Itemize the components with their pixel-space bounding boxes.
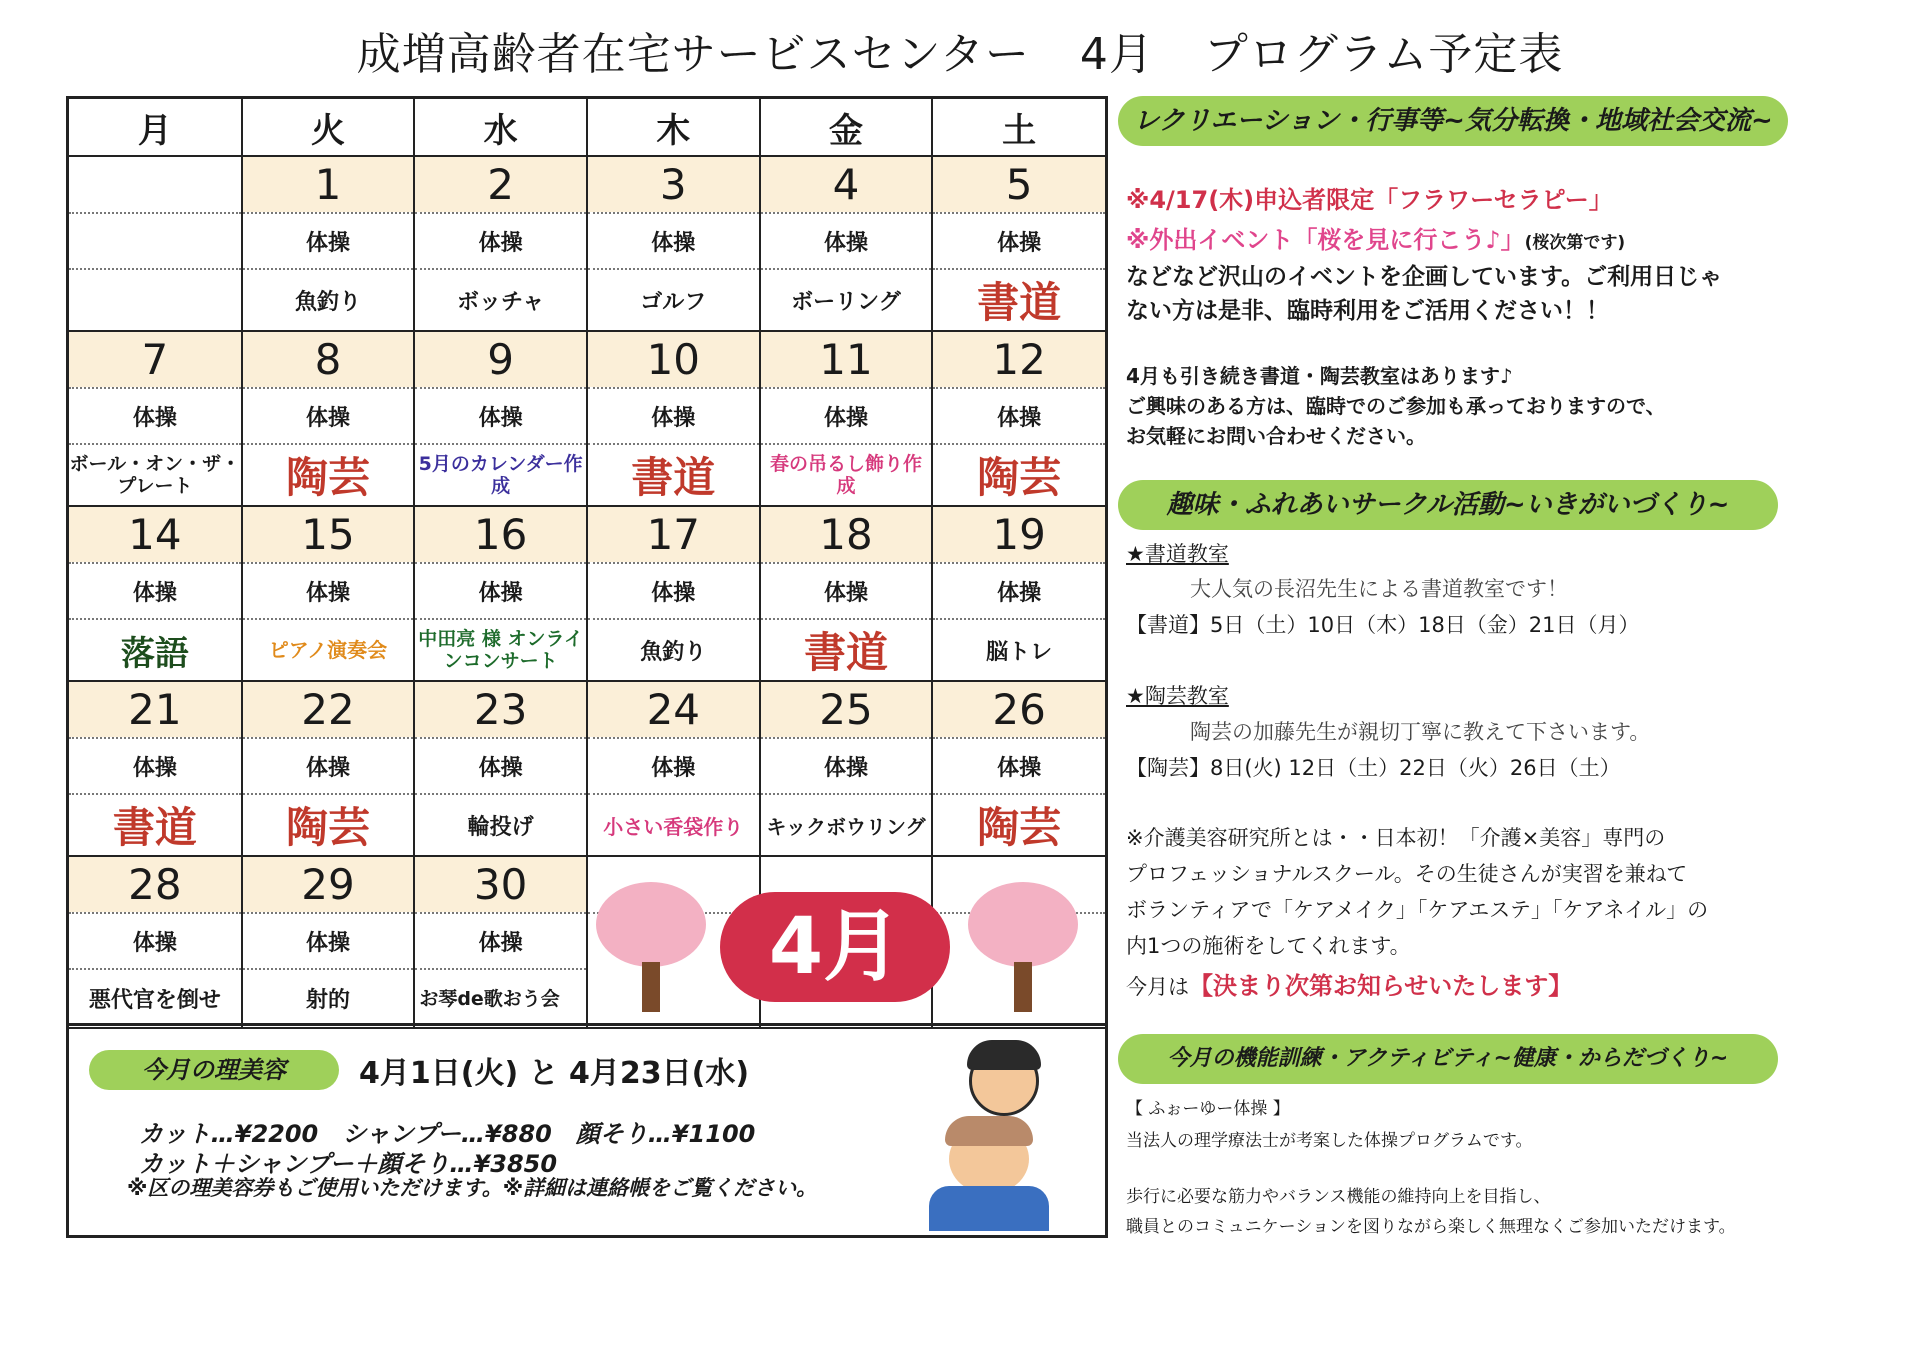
barber-note: ※区の理美容券もご使用いただけます。※詳細は連絡帳をご覧ください。 (127, 1176, 818, 1200)
activity-cell: 陶芸 (932, 444, 1105, 506)
weekday-header (69, 99, 1105, 156)
activity-cell: 書道 (69, 794, 242, 856)
day-number: 12 (932, 331, 1105, 388)
activity-cell: キックボウリング (760, 794, 933, 856)
activity-cell: ゴルフ (587, 269, 760, 331)
day-number: 28 (69, 856, 242, 913)
week-activity-row (69, 269, 1105, 331)
activity-cell: 春の吊るし飾り作成 (760, 444, 933, 506)
kaigo-line: ※介護美容研究所とは・・日本初！「介護×美容」専門の (1126, 826, 1666, 850)
activity-cell: 陶芸 (932, 794, 1105, 856)
activity-cell: ボッチャ (414, 269, 587, 331)
class-dates: 【陶芸】8日(火) 12日（土）22日（火）26日（土） (1126, 756, 1621, 780)
day-number (69, 156, 242, 213)
activity-cell: 体操 (587, 388, 760, 444)
event-line: ない方は是非、臨時利用をご活用ください！！ (1126, 298, 1609, 324)
activity-cell: 小さい香袋作り (587, 794, 760, 856)
day-number: 30 (414, 856, 587, 913)
center-name: 成増高齢者在宅サービスセンター (356, 29, 1030, 80)
class-heading: ★陶芸教室 (1126, 684, 1229, 708)
week-days-row (69, 681, 1105, 738)
week-activity-row (69, 794, 1105, 856)
activity-cell: 体操 (932, 738, 1105, 794)
activity-cell: 悪代官を倒せ (69, 969, 242, 1028)
activity-cell: 体操 (414, 213, 587, 269)
day-number: 7 (69, 331, 242, 388)
kaigo-line: 内1つの施術をしてくれます。 (1126, 934, 1411, 958)
info-line: 4月も引き続き書道・陶芸教室はあります♪ (1126, 364, 1513, 388)
day-number: 3 (587, 156, 760, 213)
day-number: 15 (242, 506, 415, 563)
activity-cell: 書道 (932, 269, 1105, 331)
day-number: 24 (587, 681, 760, 738)
activity-cell: 書道 (760, 619, 933, 681)
barber-section (66, 1026, 1108, 1238)
kaigo-line: ボランティアで「ケアメイク」「ケアエステ」「ケアネイル」の (1126, 898, 1709, 922)
day-number: 18 (760, 506, 933, 563)
section-title-training: 今月の機能訓練・アクティビティ~健康・からだづくり~ (1118, 1034, 1778, 1084)
week-days-row (69, 506, 1105, 563)
activity-cell: 体操 (587, 738, 760, 794)
activity-cell: 体操 (760, 563, 933, 619)
training-line: 歩行に必要な筋力やバランス機能の維持向上を目指し、 (1126, 1187, 1551, 1207)
activity-cell: 体操 (414, 388, 587, 444)
activity-cell: 魚釣り (242, 269, 415, 331)
activity-cell: 体操 (242, 213, 415, 269)
day-number: 1 (242, 156, 415, 213)
barber-icon (909, 1036, 1089, 1231)
activity-cell: 陶芸 (242, 794, 415, 856)
activity-cell: 射的 (242, 969, 415, 1028)
activity-cell: ボール・オン・ザ・プレート (69, 444, 242, 506)
april-illustration (590, 874, 1076, 1022)
title-program: プログラム予定表 (1203, 29, 1564, 80)
activity-cell (69, 213, 242, 269)
activity-cell: 体操 (242, 563, 415, 619)
activity-cell: 体操 (242, 738, 415, 794)
activity-cell (69, 269, 242, 331)
barber-title: 今月の理美容 (89, 1050, 339, 1090)
class-desc: 陶芸の加藤先生が親切丁寧に教えて下さいます。 (1190, 720, 1651, 744)
weekday-fri: 金 (760, 99, 933, 156)
weekday-tue: 火 (242, 99, 415, 156)
activity-cell: 体操 (760, 738, 933, 794)
kaigo-line: 今月は【決まり次第お知らせいたします】 (1126, 972, 1573, 1000)
info-panel (1110, 0, 1920, 1355)
week-activity-row (69, 738, 1105, 794)
activity-cell: 体操 (69, 563, 242, 619)
activity-cell: 体操 (760, 388, 933, 444)
kaigo-line: プロフェッショナルスクール。その生徒さんが実習を兼ねて (1126, 862, 1688, 886)
activity-cell: 体操 (69, 913, 242, 969)
activity-cell: 体操 (242, 388, 415, 444)
cherry-tree-icon (968, 882, 1078, 1012)
class-heading: ★書道教室 (1126, 542, 1229, 566)
day-number: 14 (69, 506, 242, 563)
day-number: 9 (414, 331, 587, 388)
day-number: 11 (760, 331, 933, 388)
weekday-sat: 土 (932, 99, 1105, 156)
activity-cell: 落語 (69, 619, 242, 681)
day-number: 8 (242, 331, 415, 388)
cherry-tree-icon (596, 882, 706, 1012)
event-line: などなど沢山のイベントを企画しています。ご利用日じゃ (1126, 264, 1723, 290)
weekday-thu: 木 (587, 99, 760, 156)
event-line: ※4/17(木)申込者限定「フラワーセラピー」 (1126, 186, 1613, 214)
training-line: 職員とのコミュニケーションを図りながら楽しく無理なくご参加いただけます。 (1126, 1217, 1736, 1237)
class-desc: 大人気の長沼先生による書道教室です！ (1190, 577, 1568, 601)
day-number: 23 (414, 681, 587, 738)
activity-cell: 体操 (414, 913, 587, 969)
activity-cell: 体操 (414, 738, 587, 794)
activity-cell: 体操 (760, 213, 933, 269)
week-days-row (69, 331, 1105, 388)
week-activity-row (69, 563, 1105, 619)
training-line: 当法人の理学療法士が考案した体操プログラムです。 (1126, 1131, 1533, 1151)
section-title-recreation: レクリエーション・行事等~気分転換・地域社会交流~ (1118, 96, 1788, 146)
activity-cell: 体操 (932, 563, 1105, 619)
barber-dates: 4月1日(火) と 4月23日(水) (359, 1056, 750, 1091)
day-number: 29 (242, 856, 415, 913)
day-number: 19 (932, 506, 1105, 563)
activity-cell: 体操 (587, 213, 760, 269)
training-heading: 【 ふぉーゆー体操 】 (1126, 1099, 1290, 1119)
activity-cell: 輪投げ (414, 794, 587, 856)
day-number: 26 (932, 681, 1105, 738)
event-line: ※外出イベント「桜を見に行こう♪」(桜次第です) (1126, 226, 1626, 254)
day-number: 4 (760, 156, 933, 213)
activity-cell: 体操 (932, 388, 1105, 444)
april-badge: 4月 (720, 892, 950, 1002)
activity-cell: 中田亮 様 オンラインコンサート (414, 619, 587, 681)
day-number: 16 (414, 506, 587, 563)
activity-cell: 体操 (414, 563, 587, 619)
day-number: 22 (242, 681, 415, 738)
activity-cell: 脳トレ (932, 619, 1105, 681)
day-number: 25 (760, 681, 933, 738)
activity-cell: お琴de歌おう会 (414, 969, 587, 1028)
activity-cell: 体操 (69, 388, 242, 444)
weekday-mon: 月 (69, 99, 242, 156)
activity-cell: 体操 (242, 913, 415, 969)
activity-cell: 陶芸 (242, 444, 415, 506)
week-days-row (69, 156, 1105, 213)
weekday-wed: 水 (414, 99, 587, 156)
activity-cell: 体操 (69, 738, 242, 794)
week-activity-row (69, 619, 1105, 681)
day-number: 2 (414, 156, 587, 213)
day-number: 10 (587, 331, 760, 388)
title-month: 4月 (1079, 29, 1154, 80)
activity-cell: 体操 (932, 213, 1105, 269)
activity-cell: ピアノ演奏会 (242, 619, 415, 681)
activity-cell: 魚釣り (587, 619, 760, 681)
week-activity-row (69, 213, 1105, 269)
info-line: お気軽にお問い合わせください。 (1126, 424, 1426, 448)
section-title-hobby: 趣味・ふれあいサークル活動~いきがいづくり~ (1118, 480, 1778, 530)
barber-price-line: カット＋シャンプー＋顔そり…¥3850 (139, 1150, 558, 1178)
class-dates: 【書道】5日（土）10日（木）18日（金）21日（月） (1126, 613, 1640, 637)
activity-cell: ボーリング (760, 269, 933, 331)
week-activity-row (69, 388, 1105, 444)
activity-cell: 書道 (587, 444, 760, 506)
info-line: ご興味のある方は、臨時でのご参加も承っておりますので、 (1126, 394, 1666, 418)
activity-cell: 5月のカレンダー作成 (414, 444, 587, 506)
day-number: 5 (932, 156, 1105, 213)
day-number: 21 (69, 681, 242, 738)
barber-price-line: カット…¥2200 シャンプー…¥880 顔そり…¥1100 (139, 1120, 756, 1148)
activity-cell: 体操 (587, 563, 760, 619)
day-number: 17 (587, 506, 760, 563)
week-activity-row (69, 444, 1105, 506)
